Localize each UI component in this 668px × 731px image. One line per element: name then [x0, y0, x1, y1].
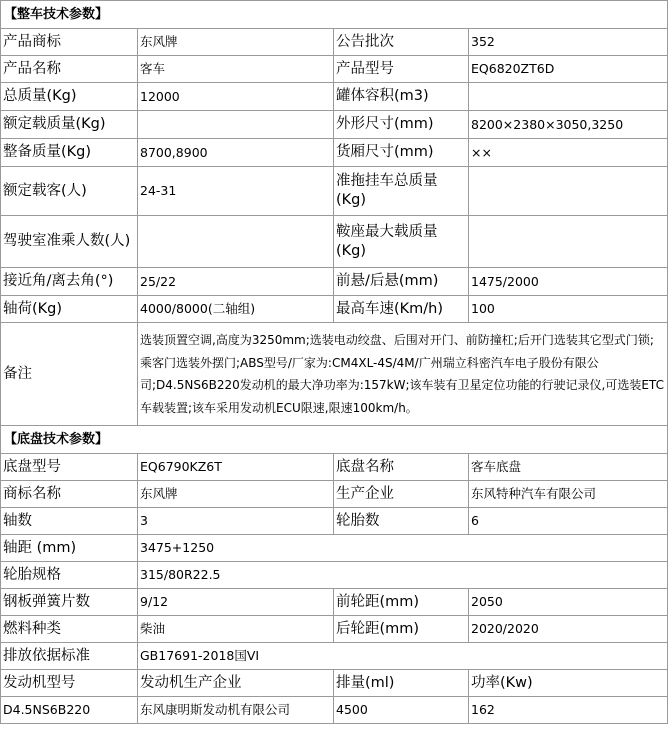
table-row — [1, 535, 668, 562]
table-row — [1, 323, 668, 426]
rated-load-value — [138, 111, 334, 139]
emission-label: 排放依据标准 — [1, 643, 138, 670]
engine-model-value: D4.5NS6B220 — [1, 697, 138, 724]
table-row — [1, 481, 668, 508]
chassis-brand-label: 商标名称 — [1, 481, 138, 508]
cargo-size-value: ×× — [469, 139, 668, 167]
dimensions-value: 8200×2380×3050,3250 — [469, 111, 668, 139]
rear-track-label: 后轮距(mm) — [334, 616, 469, 643]
front-track-label: 前轮距(mm) — [334, 589, 469, 616]
remarks-label: 备注 — [1, 323, 138, 426]
vehicle-section-title: 【整车技术参数】 — [1, 1, 668, 29]
rated-load-label: 额定载质量(Kg) — [1, 111, 138, 139]
cargo-size-label: 货厢尺寸(mm) — [334, 139, 469, 167]
remarks-value: 选装顶置空调,高度为3250mm;选装电动绞盘、后围对开门、前防撞杠;后开门选装其它型式门锁;乘客门选装外摆门;ABS型号/厂家为:CM4XL-4S/4M/广州瑞立科密汽车电子股份有限公司;D4.5NS6B220发动机的最大净功率为:157kW;该车装有卫星定位功能的行驶记录仪,可选装ETC车载装置;该车采用发动机ECU限速,限速100km/h。 — [138, 323, 668, 426]
table-row — [1, 29, 668, 56]
springs-value: 9/12 — [138, 589, 334, 616]
table-row — [1, 454, 668, 481]
wheelbase-label: 轴距 (mm) — [1, 535, 138, 562]
tank-volume-value — [469, 83, 668, 111]
rated-passengers-value: 24-31 — [138, 167, 334, 216]
dimensions-label: 外形尺寸(mm) — [334, 111, 469, 139]
emission-value: GB17691-2018国VI — [138, 643, 668, 670]
table-row — [1, 562, 668, 589]
table-row — [1, 167, 668, 216]
table-row — [1, 139, 668, 167]
axle-load-label: 轴荷(Kg) — [1, 296, 138, 323]
chassis-section-title: 【底盘技术参数】 — [1, 426, 668, 454]
axles-value: 3 — [138, 508, 334, 535]
max-speed-value: 100 — [469, 296, 668, 323]
table-row — [1, 83, 668, 111]
total-mass-value: 12000 — [138, 83, 334, 111]
product-brand-label: 产品商标 — [1, 29, 138, 56]
table-row — [1, 670, 668, 697]
axles-label: 轴数 — [1, 508, 138, 535]
overhang-label: 前悬/后悬(mm) — [334, 268, 469, 296]
curb-mass-value: 8700,8900 — [138, 139, 334, 167]
table-row — [1, 643, 668, 670]
chassis-name-label: 底盘名称 — [334, 454, 469, 481]
trailer-mass-label: 准拖挂车总质量(Kg) — [334, 167, 469, 216]
chassis-brand-value: 东风牌 — [138, 481, 334, 508]
product-name-label: 产品名称 — [1, 56, 138, 83]
engine-maker-value: 东风康明斯发动机有限公司 — [138, 697, 334, 724]
angles-label: 接近角/离去角(°) — [1, 268, 138, 296]
product-brand-value: 东风牌 — [138, 29, 334, 56]
rated-passengers-label: 额定载客(人) — [1, 167, 138, 216]
cab-seats-label: 驾驶室准乘人数(人) — [1, 216, 138, 268]
fuel-value: 柴油 — [138, 616, 334, 643]
angles-value: 25/22 — [138, 268, 334, 296]
engine-model-label: 发动机型号 — [1, 670, 138, 697]
table-row — [1, 616, 668, 643]
max-speed-label: 最高车速(Km/h) — [334, 296, 469, 323]
batch-label: 公告批次 — [334, 29, 469, 56]
tires-value: 6 — [469, 508, 668, 535]
table-row — [1, 216, 668, 268]
product-name-value: 客车 — [138, 56, 334, 83]
axle-load-value: 4000/8000(二轴组) — [138, 296, 334, 323]
power-label: 功率(Kw) — [469, 670, 668, 697]
table-row — [1, 56, 668, 83]
trailer-mass-value — [469, 167, 668, 216]
model-value: EQ6820ZT6D — [469, 56, 668, 83]
table-row — [1, 296, 668, 323]
table-row — [1, 589, 668, 616]
displacement-value: 4500 — [334, 697, 469, 724]
wheelbase-value: 3475+1250 — [138, 535, 668, 562]
chassis-model-label: 底盘型号 — [1, 454, 138, 481]
saddle-load-value — [469, 216, 668, 268]
chassis-section-header — [1, 426, 668, 454]
springs-label: 钢板弹簧片数 — [1, 589, 138, 616]
power-value: 162 — [469, 697, 668, 724]
curb-mass-label: 整备质量(Kg) — [1, 139, 138, 167]
chassis-model-value: EQ6790KZ6T — [138, 454, 334, 481]
saddle-load-label: 鞍座最大载质量(Kg) — [334, 216, 469, 268]
tire-spec-value: 315/80R22.5 — [138, 562, 668, 589]
total-mass-label: 总质量(Kg) — [1, 83, 138, 111]
table-row — [1, 508, 668, 535]
engine-maker-label: 发动机生产企业 — [138, 670, 334, 697]
batch-value: 352 — [469, 29, 668, 56]
tank-volume-label: 罐体容积(m3) — [334, 83, 469, 111]
tire-spec-label: 轮胎规格 — [1, 562, 138, 589]
rear-track-value: 2020/2020 — [469, 616, 668, 643]
table-row — [1, 111, 668, 139]
manufacturer-value: 东风特种汽车有限公司 — [469, 481, 668, 508]
table-row — [1, 268, 668, 296]
fuel-label: 燃料种类 — [1, 616, 138, 643]
displacement-label: 排量(ml) — [334, 670, 469, 697]
overhang-value: 1475/2000 — [469, 268, 668, 296]
vehicle-section-header — [1, 1, 668, 29]
chassis-name-value: 客车底盘 — [469, 454, 668, 481]
model-label: 产品型号 — [334, 56, 469, 83]
cab-seats-value — [138, 216, 334, 268]
tires-label: 轮胎数 — [334, 508, 469, 535]
front-track-value: 2050 — [469, 589, 668, 616]
table-row — [1, 697, 668, 724]
manufacturer-label: 生产企业 — [334, 481, 469, 508]
